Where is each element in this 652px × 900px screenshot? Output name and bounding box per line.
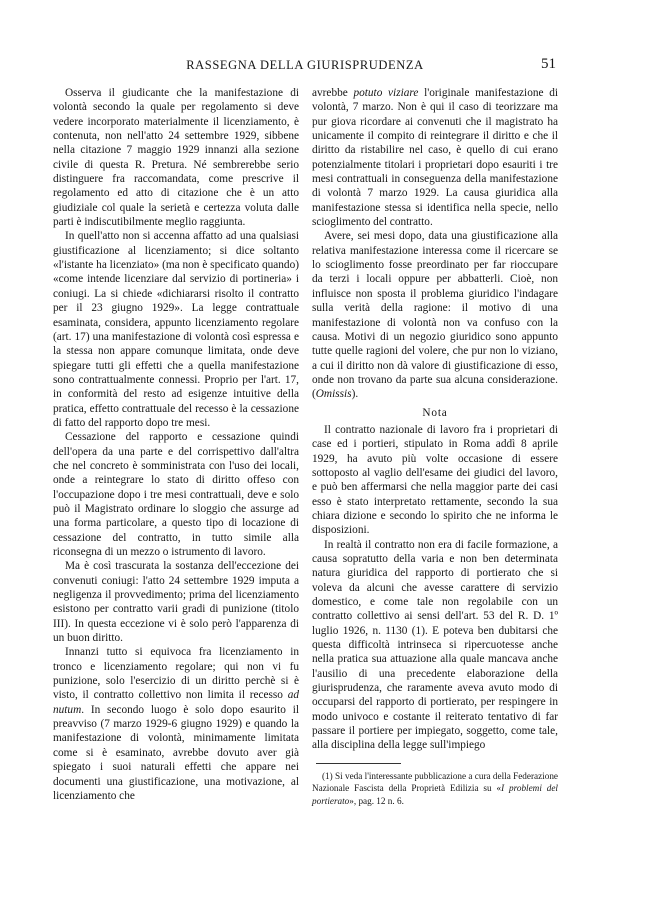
page-number: 51 — [541, 56, 556, 72]
running-header: RASSEGNA DELLA GIURISPRUDENZA — [186, 58, 424, 72]
footnote-text: », pag. 12 n. 6. — [349, 795, 404, 806]
paragraph: Cessazione del rapporto e cessazione quindi dell'opera da una parte e del corrispettivo dall'altra che nel concreto è somministrata con l'uso dei locali, onde a reintegrare lo stato di diritto offeso con l'occupazione dopo i tre mesi contrattuali, deve e solo può il Magistrato ordinare lo sloggio che assurge ad una forma particolare, a questo tipo di locazione di cessazione del contratto, in tutto simile alla riconsegna di un mezzo o istrumento di lavoro. — [53, 431, 299, 558]
footnote-divider — [316, 763, 401, 764]
paragraph: Ma è così trascurata la sostanza dell'eccezione dei convenuti coniugi: l'atto 24 settembre 1929 imputa a negligenza il provvedimento; prima del licenziamento esistono per contratto varii gradi di punizione (titolo III). In questa eccezione vi è solo però l'apparenza di un buon diritto. — [53, 560, 299, 645]
right-column — [312, 86, 558, 807]
italic-phrase: Omissis — [315, 388, 352, 401]
paragraph-text: . In secondo luogo è solo dopo esaurito il preavviso (7 marzo 1929-6 giugno 1929) e quando la manifestazione di volontà, minimamente limitata come si è esaminato, avrebbe dovuto aver già spiegato i suoi naturali effetti che appare nei documenti una giustificazione, una motivazione, al licenziamento che — [53, 703, 299, 802]
italic-phrase: ad nutum — [53, 689, 299, 716]
paragraph — [312, 229, 558, 401]
footnote-text: (1) Si veda l'interessante pubblicazione a cura della Federazione Nazionale Fascista della Proprietà Edilizia su « — [312, 770, 558, 794]
paragraph-text: ). — [351, 388, 359, 401]
note-heading: Nota — [422, 406, 448, 419]
paragraph-text: Innanzi tutto si equivoca fra licenziamento in tronco e licenziamento regolare; qui non vi fu punizione, solo l'esercizio di un diritto perchè si è visto, il contratto collettivo non limita il recesso — [53, 646, 299, 702]
paragraph — [53, 645, 299, 803]
italic-phrase: potuto viziare — [353, 87, 419, 99]
paragraph-text: avrebbe — [312, 87, 354, 99]
footnote — [312, 770, 558, 807]
note-paragraph: In realtà il contratto non era di facile formazione, a causa sopratutto della varia e non ben determinata natura giuridica del rapporto di portierato che si voleva da alcuni che avesse carattere di servizio domestico, e come tale non regolabile con un contratto collettivo ai sensi dell'art. 53 del R. D. 1º luglio 1926, n. 1130 (1). E poteva ben dubitarsi che questa difficoltà intrinseca si ripercuotesse anche nella pratica sua attuazione alla quale mancava anche l'ausilio di una precedente elaborazione della giurisprudenza, che raramente aveva avuto modo di occuparsi del rapporto di portierato, per respingere in modo univoco e costante il reiterato tentativo di far passare il portiere per impiegato, soggetto, come tale, alla disciplina della legge sull'impiego — [312, 538, 558, 752]
paragraph-text: l'originale manifestazione di volontà, 7 marzo. Non è qui il caso di teorizzare ma pur giova ricordare ai convenuti che il magistrato ha unicamente il compito di reintegrare il diritto e che il diritto da ristabilire nel caso, è quello di cui erano potenzialmente titolari i proprietari dopo esauriti i tre mesi contrattuali in conseguenza della manifestazione di volontà 7 marzo 1929. La causa giuridica alla manifestazione stessa si identifica nella specie, nello scioglimento del contratto. — [312, 87, 559, 229]
paragraph: In quell'atto non si accenna affatto ad una qualsiasi giustificazione al licenziamento; si dice soltanto «l'istante ha licenziato» (ma non è specificato quando) «come intende licenziare dal servizio di portineria» i coniugi. La si chiede «dichiararsi risolto il contratto per il 23 giugno 1929». La legge contrattuale esaminata, considera, appunto licenziamento regolare (art. 17) una manifestazione di volontà così espressa e la stessa non appare comunque limitata, onde deve spiegare tutti gli effetti che a quella manifestazione sono contrattualmente connessi. Proprio per l'art. 17, in conformità del resto ad esigenze intuitive della pratica, effetto contrattuale del recesso è la cessazione di fatto del rapporto dopo tre mesi. — [53, 230, 299, 429]
left-column — [53, 86, 299, 803]
paragraph — [312, 86, 558, 229]
italic-title: I problemi del portierato — [312, 783, 558, 806]
paragraph: Osserva il giudicante che la manifestazione di volontà secondo la quale per regolamento si deve vedere incorporato materialmente il licenziamento, è contenuta, non nell'atto 24 settembre 1929, sibbene nella citazione 7 maggio 1929 innanzi alla sezione civile di questa R. Pretura. Né sembrerebbe serio distinguere fra raccomandata, come prescrive il regolamento ed atto di citazione che è un atto giudiziale col quale la serietà e certezza voluta dalle parti è indiscutibilmente meglio raggiunta. — [53, 87, 299, 229]
note-paragraph: Il contratto nazionale di lavoro fra i proprietari di case ed i portieri, stipulato in Roma addì 8 aprile 1929, ha avuto più volte occasione di essere sottoposto al vaglio dell'esame dei giudici del lavoro, e può ben affermarsi che nella maggior parte dei casi esso è stato interpretato rettamente, secondo la sua chiara dizione e secondo lo spirito che ne informa le disposizioni. — [312, 423, 558, 537]
paragraph-text: Avere, sei mesi dopo, data una giustificazione alla relativa manifestazione interessa come il ricercare se lo scioglimento fosse preordinato per far rioccupare da terzi i locali oppure per abbatterli. Cioè, non influisce non sposta il problema giuridico l'indagare sulla verità della ragione: il motivo di una manifestazione di volontà non va confuso con la causa. Motivi di un negozio giuridico sono appunto tutte quelle ragioni del volere, che pur non lo viziano, a cui il diritto non dà valore di giustificazione di esso, onde non trovano da parte sua alcuna considerazione. ( — [312, 230, 558, 401]
